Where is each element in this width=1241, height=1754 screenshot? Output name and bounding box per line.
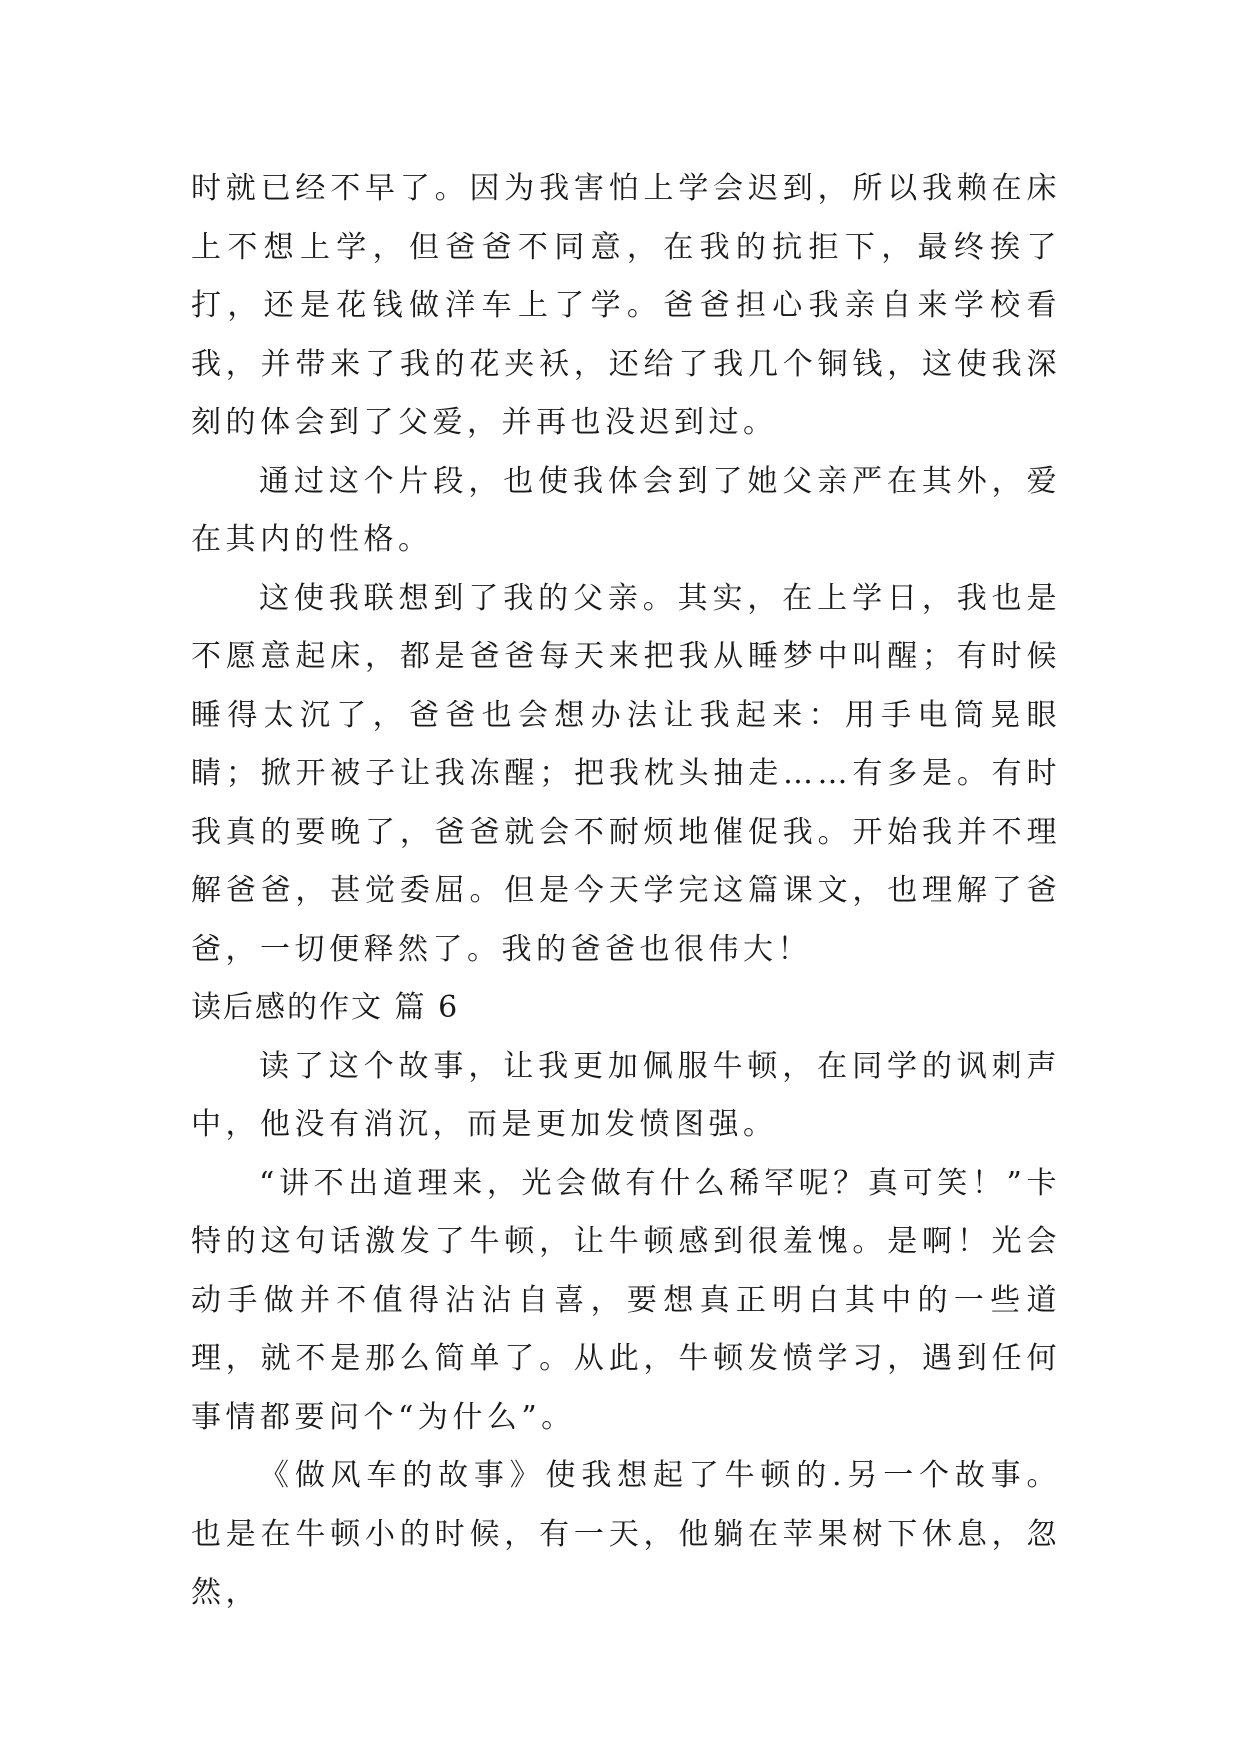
paragraph-3: 这使我联想到了我的父亲。其实，在上学日，我也是不愿意起床，都是爸爸每天来把我从睡梦中叫醒；有时候睡得太沉了，爸爸也会想办法让我起来：用手电筒晃眼睛；掀开被子让我冻醒；把我枕头抽走……有多是。有时我真的要晚了，爸爸就会不耐烦地催促我。开始我并不理解爸爸，甚觉委屈。但是今天学完这篇课文，也理解了爸爸，一切便释然了。我的爸爸也很伟大！ bbox=[191, 580, 1061, 967]
paragraph-2: 通过这个片段，也使我体会到了她父亲严在其外，爱在其内的性格。 bbox=[191, 463, 1061, 557]
section-paragraph-3: 《做风车的故事》使我想起了牛顿的.另一个故事。也是在牛顿小的时候，有一天，他躺在苹果树下休息，忽然， bbox=[191, 1458, 1061, 1610]
document-body bbox=[191, 160, 1061, 1623]
section-heading: 读后感的作文 篇 6 bbox=[191, 990, 460, 1025]
paragraph-1: 时就已经不早了。因为我害怕上学会迟到，所以我赖在床上不想上学，但爸爸不同意，在我的抗拒下，最终挨了打，还是花钱做洋车上了学。爸爸担心我亲自来学校看我，并带来了我的花夹袄，还给了我几个铜钱，这使我深刻的体会到了父爱，并再也没迟到过。 bbox=[191, 171, 1061, 440]
section-paragraph-2: “讲不出道理来，光会做有什么稀罕呢？真可笑！”卡特的这句话激发了牛顿，让牛顿感到很羞愧。是啊！光会动手做并不值得沾沾自喜，要想真正明白其中的一些道理，就不是那么简单了。从此，牛顿发愤学习，遇到任何事情都要问个“为什么”。 bbox=[191, 1165, 1061, 1435]
section-paragraph-1: 读了这个故事，让我更加佩服牛顿，在同学的讽刺声中，他没有消沉，而是更加发愤图强。 bbox=[191, 1048, 1061, 1142]
